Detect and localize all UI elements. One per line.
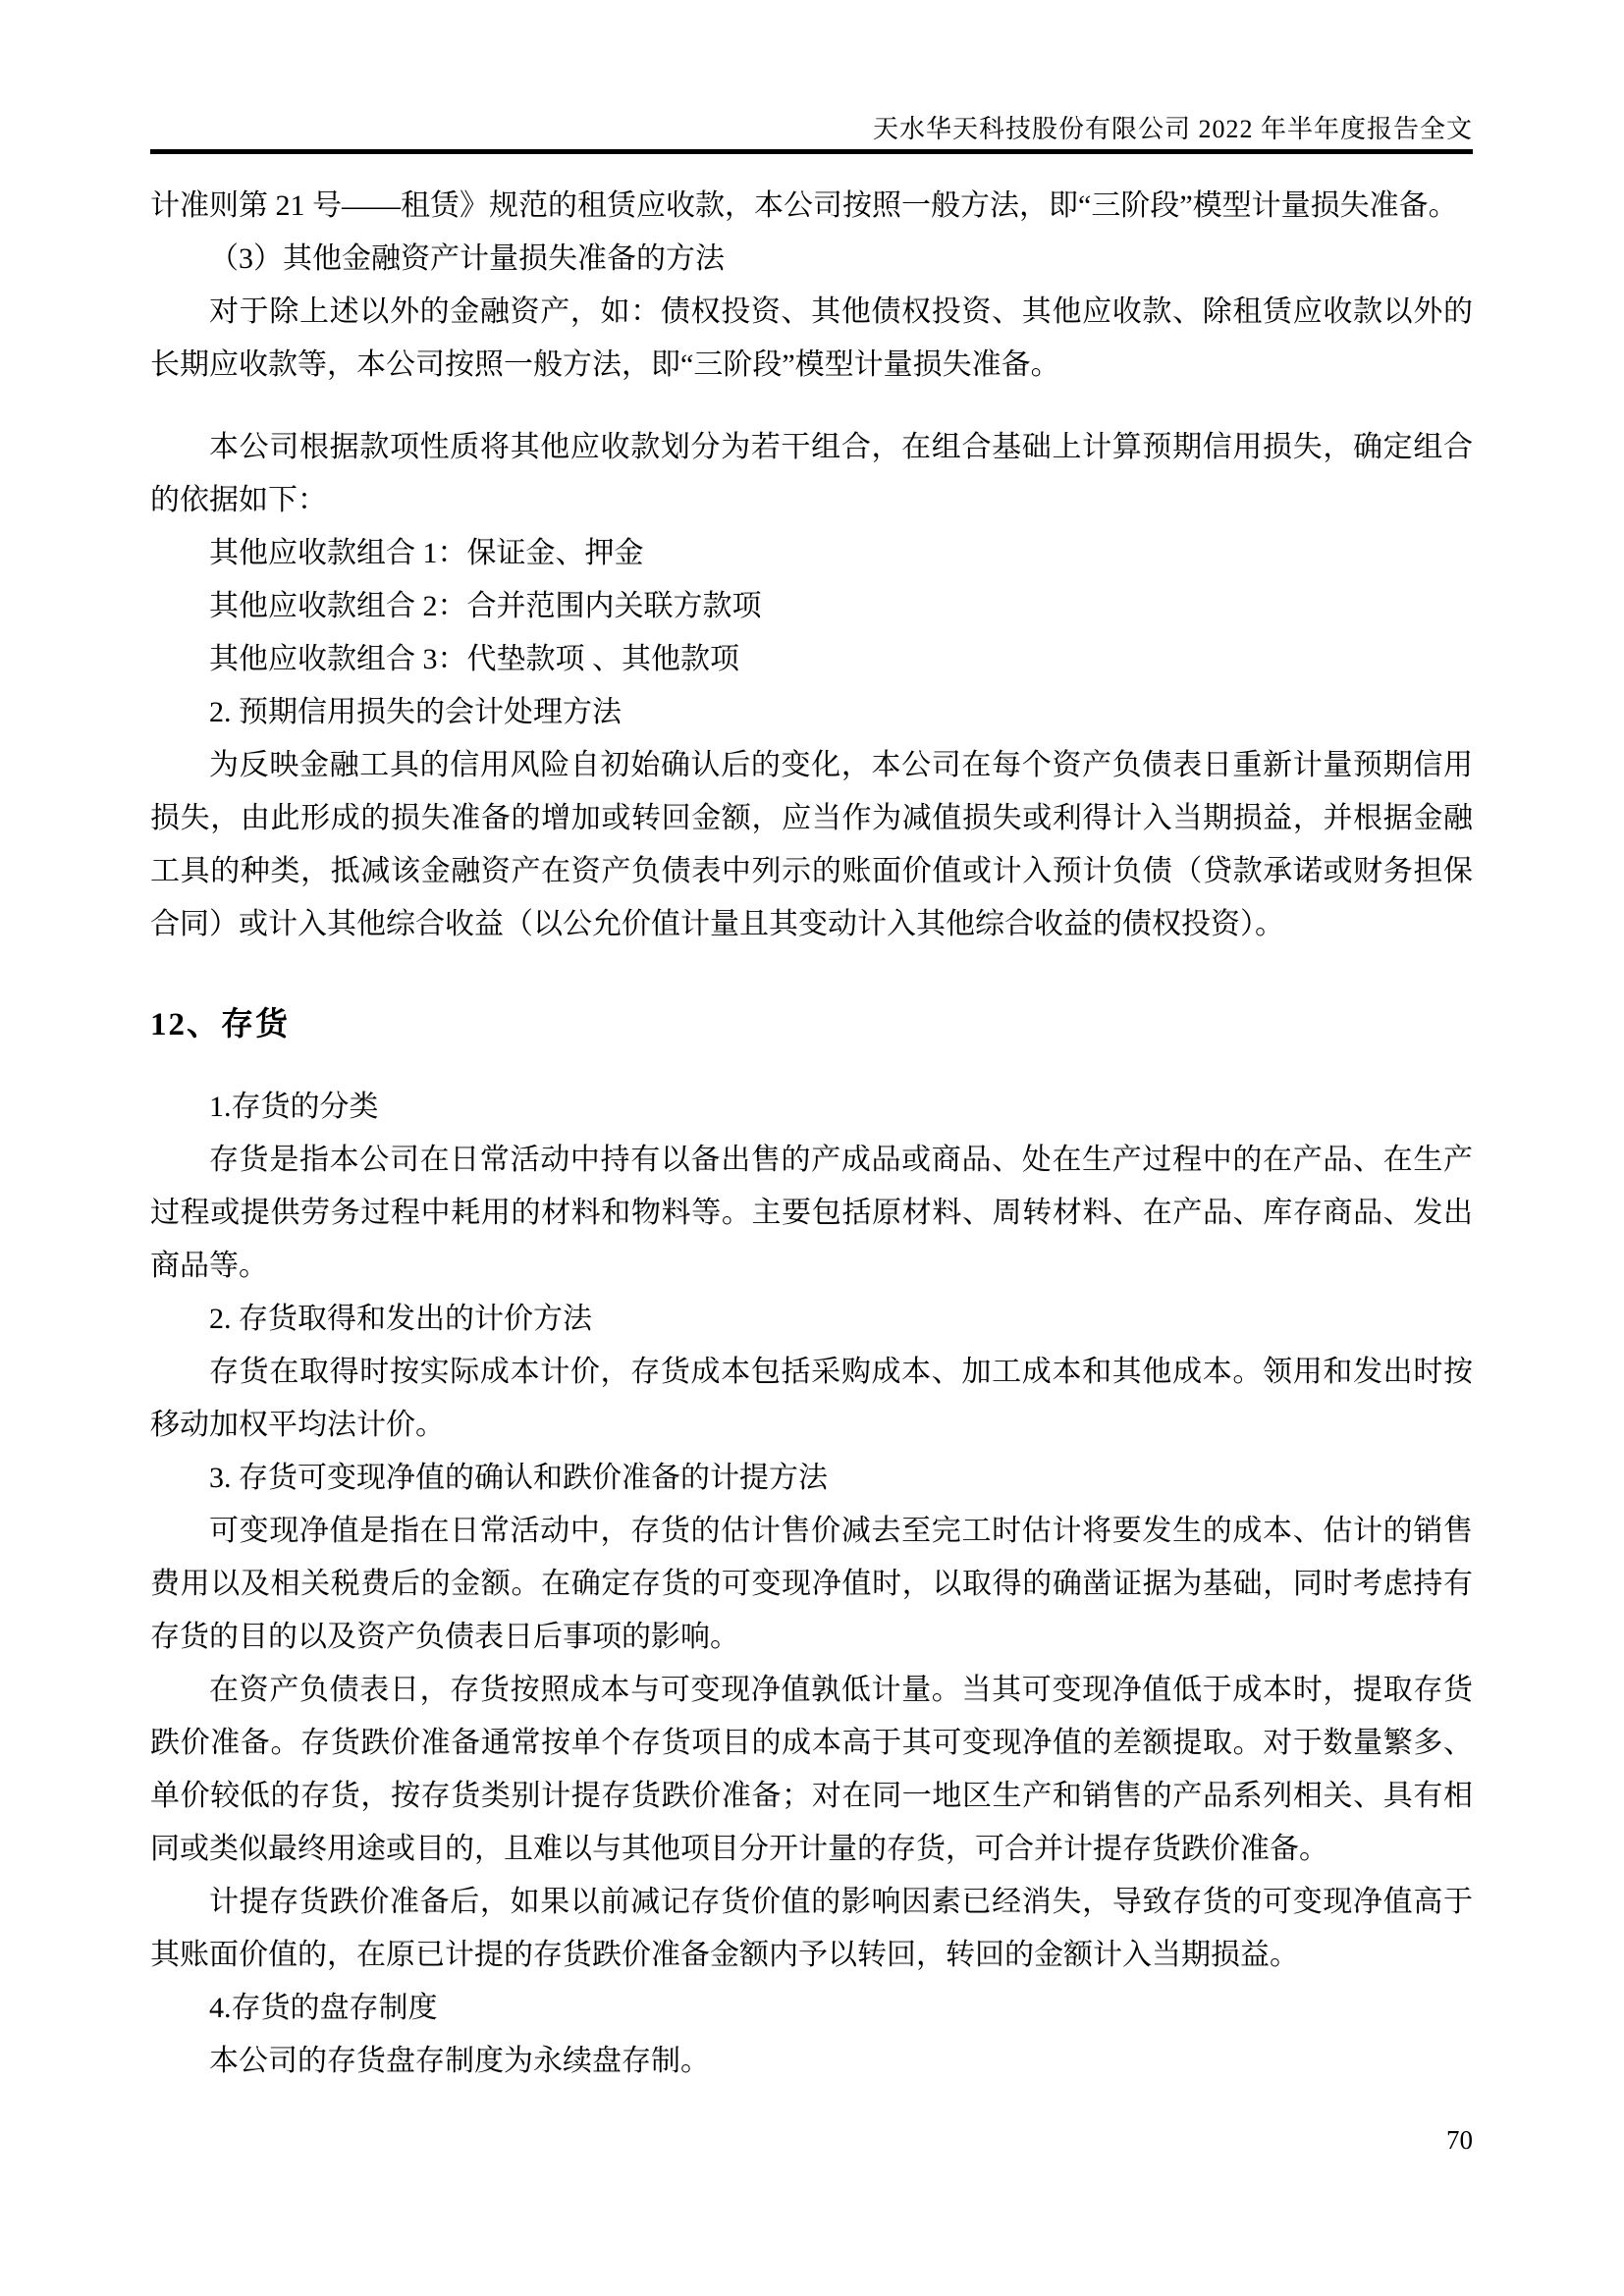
sub-item-other-financial-assets: （3）其他金融资产计量损失准备的方法	[209, 242, 725, 275]
numbered-item-ecl-accounting: 2. 预期信用损失的会计处理方法	[209, 696, 622, 728]
paragraph: 存货在取得时按实际成本计价，存货成本包括采购成本、加工成本和其他成本。领用和发出时按移动加权平均法计价。	[150, 1356, 1473, 1441]
page-header	[150, 0, 1473, 154]
paragraph: 计提存货跌价准备后，如果以前减记存货价值的影响因素已经消失，导致存货的可变现净值高于其账面价值的，在原已计提的存货跌价准备金额内予以转回，转回的金额计入当期损益。	[150, 1886, 1473, 1971]
paragraph-continuation: 计准则第 21 号——租赁》规范的租赁应收款，本公司按照一般方法，即“三阶段”模型计量损失准备。	[150, 189, 1458, 222]
numbered-item-inventory-classification: 1.存货的分类	[209, 1091, 379, 1123]
document-body	[150, 180, 1473, 2088]
paragraph: 可变现净值是指在日常活动中，存货的估计售价减去至完工时估计将要发生的成本、估计的销售费用以及相关税费后的金额。在确定存货的可变现净值时，以取得的确凿证据为基础，同时考虑持有存货的目的以及资产负债表日后事项的影响。	[150, 1515, 1473, 1653]
list-item-portfolio-1: 其他应收款组合 1：保证金、押金	[209, 537, 644, 569]
list-item-portfolio-3: 其他应收款组合 3：代垫款项 、其他款项	[209, 643, 739, 675]
list-item-portfolio-2: 其他应收款组合 2：合并范围内关联方款项	[209, 590, 762, 622]
paragraph: 对于除上述以外的金融资产，如：债权投资、其他债权投资、其他应收款、除租赁应收款以外的长期应收款等，本公司按照一般方法，即“三阶段”模型计量损失准备。	[150, 295, 1473, 381]
header-title: 天水华天科技股份有限公司 2022 年半年度报告全文	[872, 115, 1473, 143]
paragraph: 存货是指本公司在日常活动中持有以备出售的产成品或商品、处在生产过程中的在产品、在生产过程或提供劳务过程中耗用的材料和物料等。主要包括原材料、周转材料、在产品、库存商品、发出商品等。	[150, 1144, 1473, 1282]
header-rule	[150, 149, 1473, 154]
paragraph: 本公司根据款项性质将其他应收款划分为若干组合，在组合基础上计算预期信用损失，确定组合的依据如下：	[150, 431, 1473, 516]
paragraph: 为反映金融工具的信用风险自初始确认后的变化，本公司在每个资产负债表日重新计量预期信用损失，由此形成的损失准备的增加或转回金额，应当作为减值损失或利得计入当期损益，并根据金融工具的种类，抵减该金融资产在资产负债表中列示的账面价值或计入预计负债（贷款承诺或财务担保合同）或计入其他综合收益（以公允价值计量且其变动计入其他综合收益的债权投资）。	[150, 749, 1473, 940]
numbered-item-nrv-provision: 3. 存货可变现净值的确认和跌价准备的计提方法	[209, 1462, 828, 1494]
page-number: 70	[1446, 2125, 1473, 2155]
numbered-item-inventory-system: 4.存货的盘存制度	[209, 1992, 438, 2024]
paragraph: 本公司的存货盘存制度为永续盘存制。	[209, 2045, 710, 2077]
paragraph: 在资产负债表日，存货按照成本与可变现净值孰低计量。当其可变现净值低于成本时，提取存货跌价准备。存货跌价准备通常按单个存货项目的成本高于其可变现净值的差额提取。对于数量繁多、单价较低的存货，按存货类别计提存货跌价准备；对在同一地区生产和销售的产品系列相关、具有相同或类似最终用途或目的，且难以与其他项目分开计量的存货，可合并计提存货跌价准备。	[150, 1674, 1473, 1865]
section-heading-inventory: 12、存货	[150, 1007, 290, 1042]
numbered-item-inventory-valuation: 2. 存货取得和发出的计价方法	[209, 1303, 592, 1335]
